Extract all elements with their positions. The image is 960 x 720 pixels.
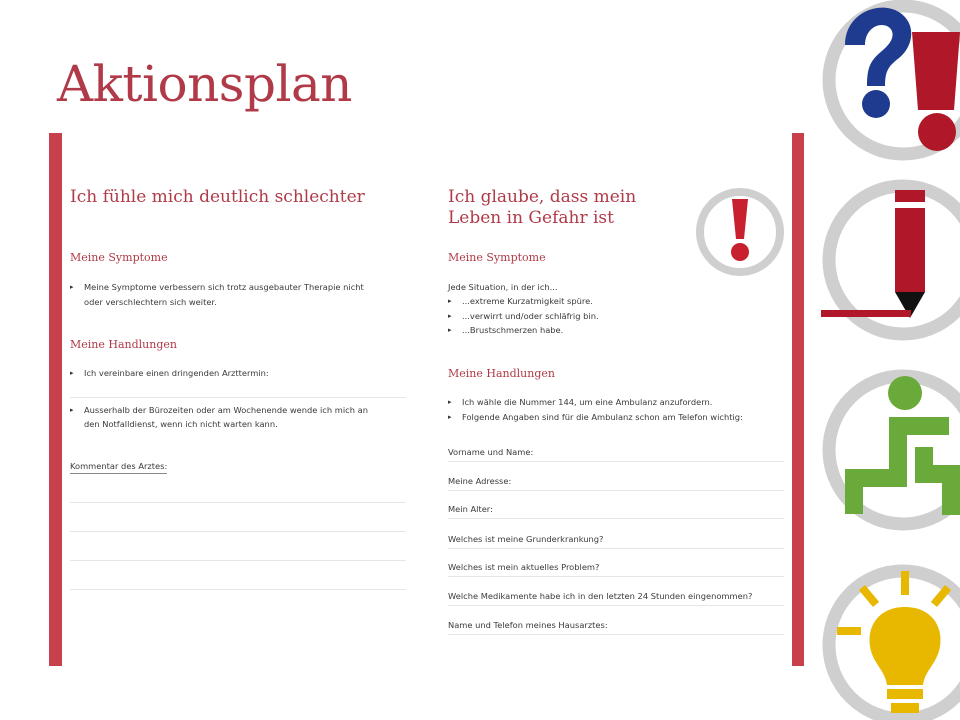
left-actions-title: Meine Handlungen — [70, 338, 177, 351]
comment-line[interactable] — [70, 531, 406, 532]
field-family-doctor[interactable]: Name und Telefon meines Hausarztes: — [448, 619, 784, 635]
comment-line[interactable] — [70, 589, 406, 590]
list-item: ▸ ...verwirrt und/oder schläfrig bin. — [448, 309, 768, 324]
list-item: ▸ Ich vereinbare einen dringenden Arzttermin: — [70, 366, 406, 398]
field-current-problem[interactable]: Welches ist mein aktuelles Problem? — [448, 561, 784, 577]
right-heading-line1: Ich glaube, dass mein — [448, 187, 637, 207]
field-age[interactable]: Mein Alter: — [448, 503, 784, 519]
comment-line[interactable] — [70, 560, 406, 561]
exclamation-circle-icon — [694, 186, 786, 278]
list-item: ▸ Meine Symptome verbessern sich trotz ausgebauter Therapie nicht oder verschlechtern sich weiter. — [70, 280, 380, 309]
page-title: Aktionsplan — [57, 55, 352, 113]
info-pencil-icon — [815, 170, 960, 355]
field-address[interactable]: Meine Adresse: — [448, 475, 784, 491]
list-item: ▸ Ich wähle die Nummer 144, um eine Ambulanz anzufordern. — [448, 395, 778, 410]
lightbulb-icon — [815, 555, 960, 720]
list-item: ▸ ...Brustschmerzen habe. — [448, 323, 768, 338]
question-exclamation-icon — [815, 0, 960, 168]
field-underlying-disease[interactable]: Welches ist meine Grunderkrankung? — [448, 533, 784, 549]
left-accent-bar — [49, 133, 62, 666]
right-heading — [448, 187, 636, 229]
left-symptoms-title: Meine Symptome — [70, 251, 168, 264]
right-actions-list — [448, 395, 778, 424]
list-item: ▸ ...extreme Kurzatmigkeit spüre. — [448, 294, 768, 309]
right-actions-title: Meine Handlungen — [448, 367, 555, 380]
doctor-comment-label: Kommentar des Arztes: — [70, 460, 167, 474]
comment-line[interactable] — [70, 502, 406, 503]
left-heading: Ich fühle mich deutlich schlechter — [70, 187, 365, 207]
list-item: ▸ Folgende Angaben sind für die Ambulanz schon am Telefon wichtig: — [448, 410, 778, 425]
right-accent-bar — [792, 133, 804, 666]
left-symptoms-list — [70, 280, 380, 309]
field-medications[interactable]: Welche Medikamente habe ich in den letzten 24 Stunden eingenommen? — [448, 590, 784, 606]
right-heading-line2: Leben in Gefahr ist — [448, 208, 614, 228]
right-symptoms-list — [448, 294, 768, 338]
right-symptoms-title: Meine Symptome — [448, 251, 546, 264]
left-actions-list — [70, 366, 406, 432]
running-person-icon — [815, 365, 960, 540]
field-name[interactable]: Vorname und Name: — [448, 446, 784, 462]
list-item: ▸ Ausserhalb der Bürozeiten oder am Wochenende wende ich mich an den Notfalldienst, wenn ich nicht warten kann. — [70, 403, 384, 432]
right-symptoms-intro: Jede Situation, in der ich... — [448, 282, 558, 292]
